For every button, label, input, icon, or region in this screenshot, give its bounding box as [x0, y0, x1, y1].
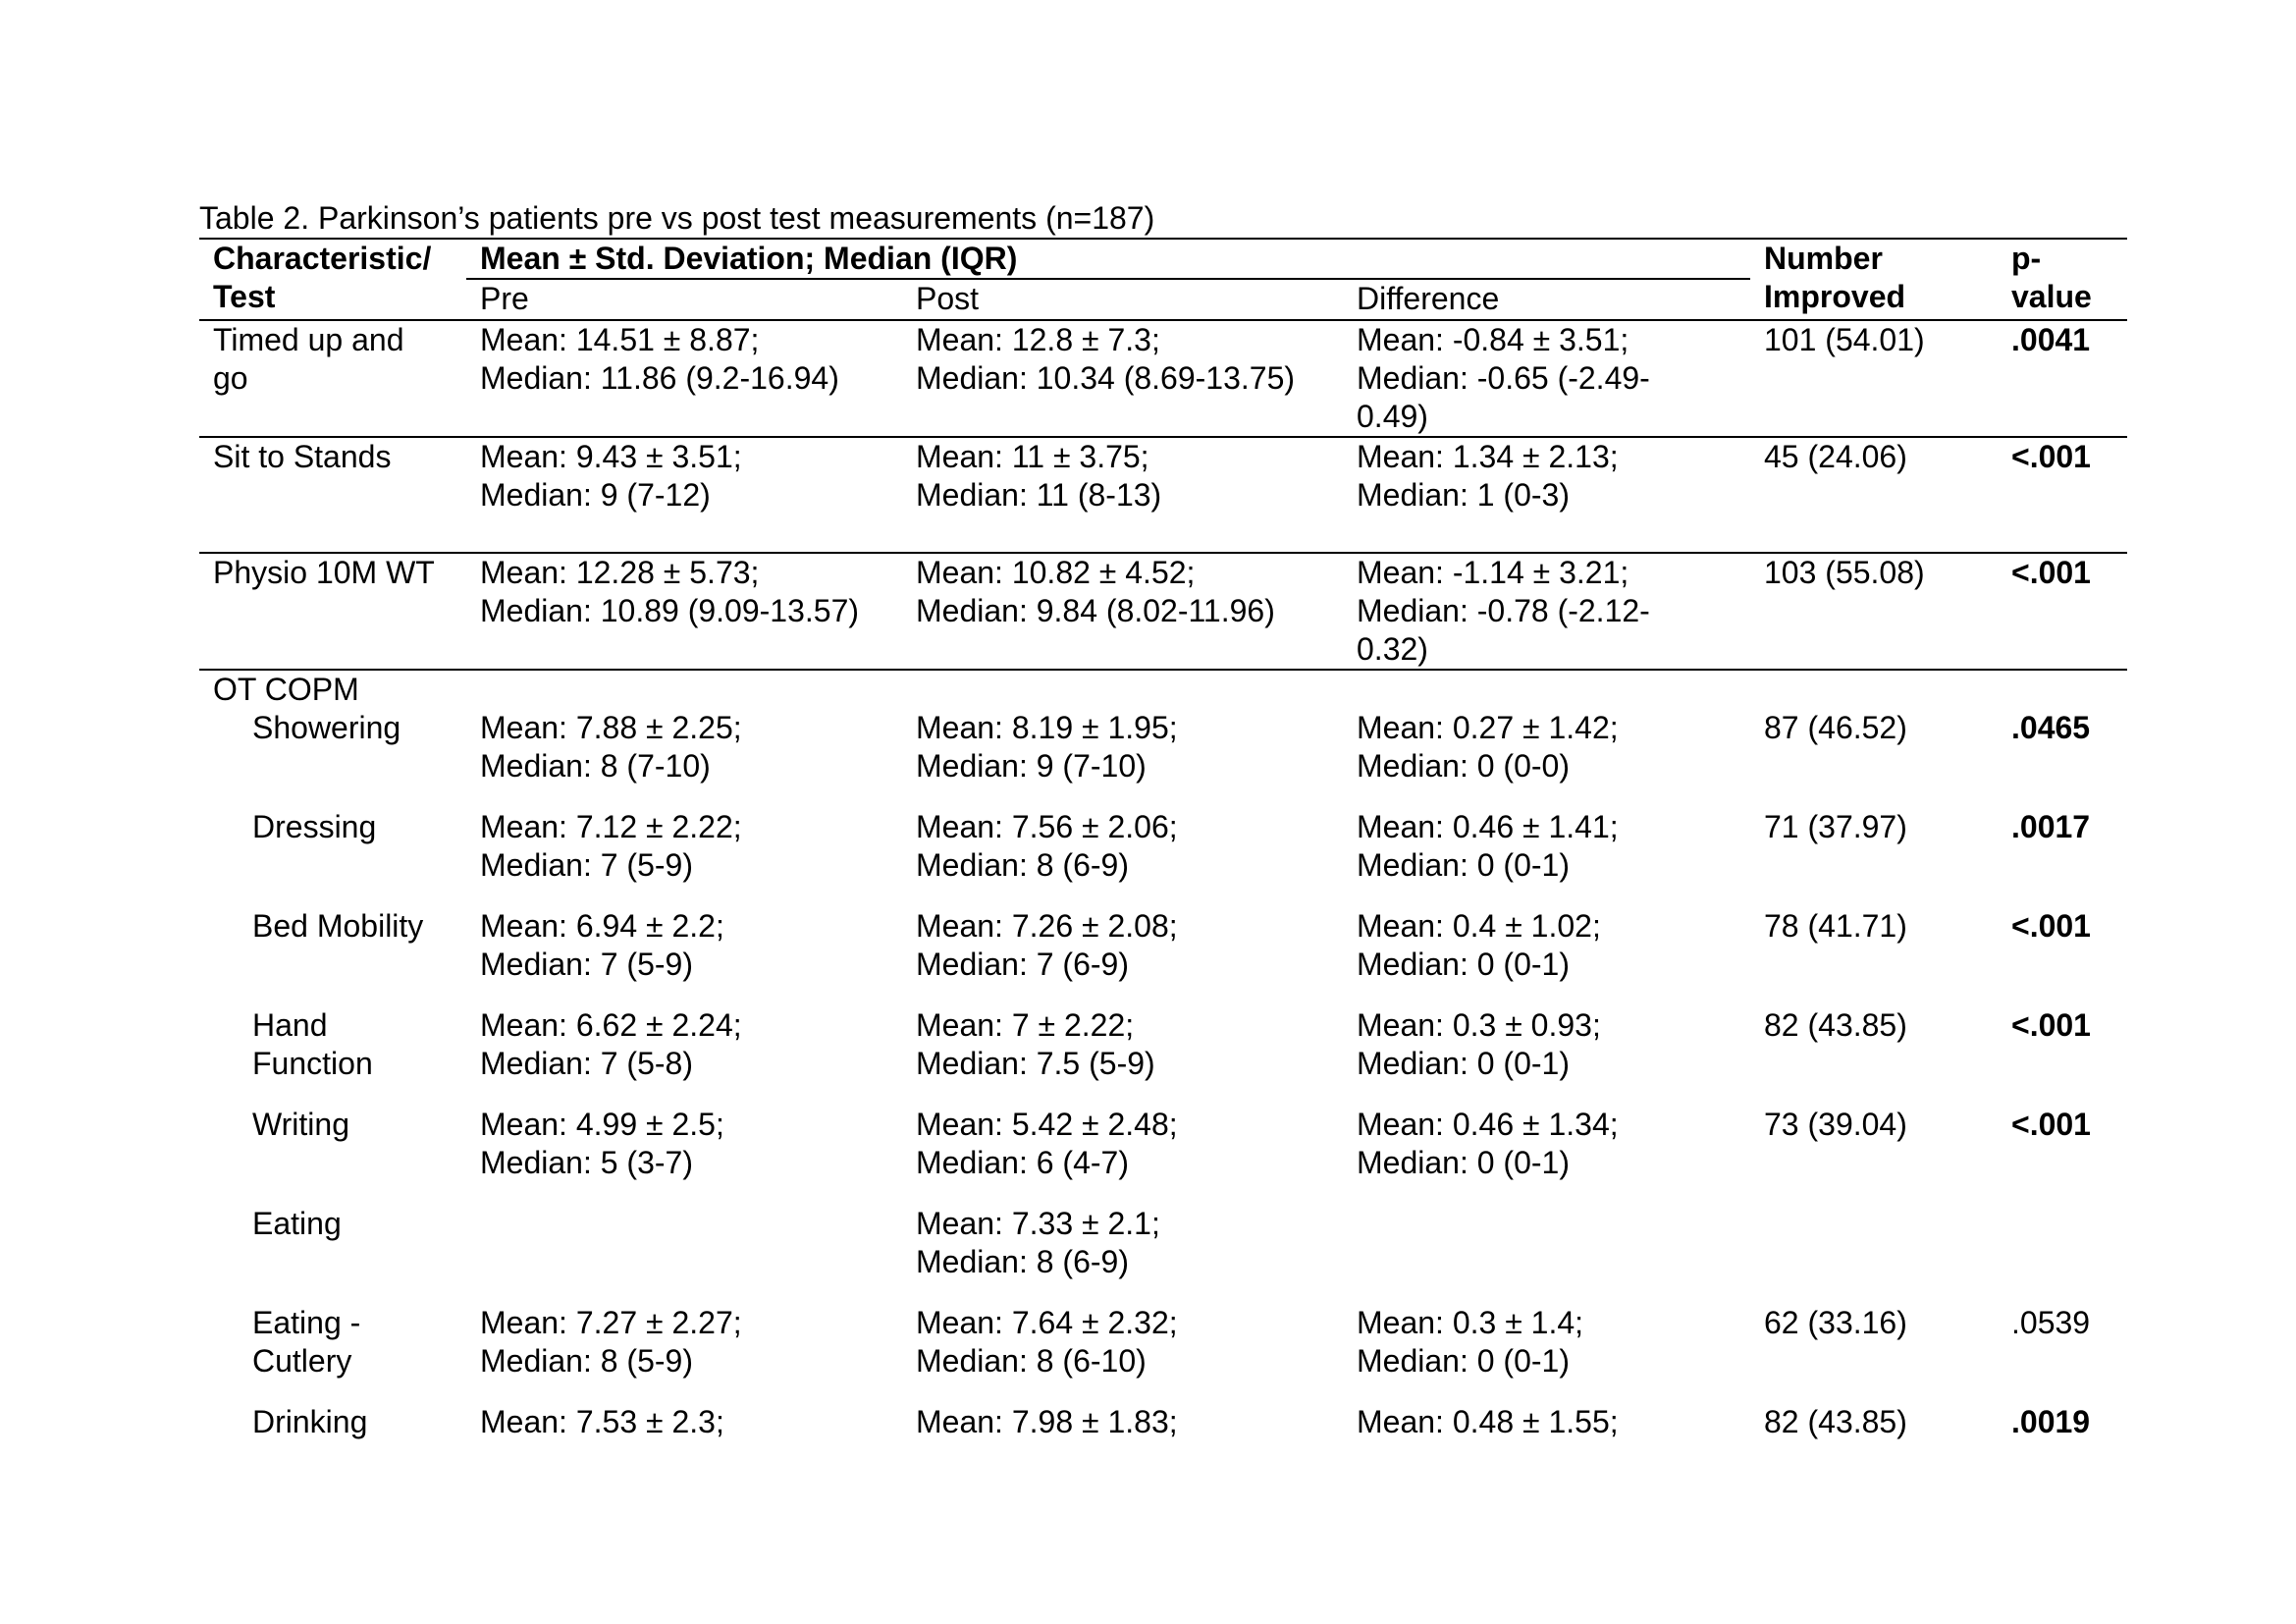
row-label: Eating - Cutlery: [252, 1305, 361, 1379]
table-row: [199, 1006, 2127, 1106]
post-cell: Mean: 7 ± 2.22; Median: 7.5 (5-9): [916, 1007, 1155, 1081]
difference-cell: Mean: 0.46 ± 1.41; Median: 0 (0-1): [1357, 809, 1619, 883]
improved-cell: 71 (37.97): [1764, 809, 1907, 844]
difference-cell: Mean: 0.4 ± 1.02; Median: 0 (0-1): [1357, 908, 1601, 982]
p-value-cell: [1998, 1205, 2127, 1304]
results-table: [199, 238, 2127, 1441]
row-label: Eating: [252, 1206, 342, 1241]
header-pre: Pre: [480, 281, 529, 316]
table-caption: Table 2. Parkinson’s patients pre vs post test measurements (n=187): [199, 200, 1155, 236]
improved-cell: [1750, 1205, 1998, 1304]
post-cell: Mean: 7.64 ± 2.32; Median: 8 (6-10): [916, 1305, 1178, 1379]
pre-cell: Mean: 7.88 ± 2.25; Median: 8 (7-10): [480, 710, 742, 784]
improved-cell: 87 (46.52): [1764, 710, 1907, 745]
improved-cell: 82 (43.85): [1764, 1404, 1907, 1439]
post-cell: Mean: 12.8 ± 7.3; Median: 10.34 (8.69-13.75): [902, 320, 1343, 437]
post-cell: Mean: 7.98 ± 1.83;: [916, 1404, 1178, 1439]
row-label: Timed up and go: [199, 320, 466, 437]
pre-cell: Mean: 12.28 ± 5.73; Median: 10.89 (9.09-13.57): [466, 553, 902, 670]
post-cell: Mean: 7.33 ± 2.1; Median: 8 (6-9): [916, 1206, 1160, 1279]
table-row: [199, 1106, 2127, 1205]
post-cell: Mean: 11 ± 3.75; Median: 11 (8-13): [902, 437, 1343, 553]
p-value-cell: <.001: [2011, 1007, 2091, 1043]
row-label: Showering: [252, 710, 401, 745]
difference-cell: Mean: 0.27 ± 1.42; Median: 0 (0-0): [1357, 710, 1619, 784]
row-label: Sit to Stands: [199, 437, 466, 553]
improved-cell: 103 (55.08): [1750, 553, 1998, 670]
post-cell: Mean: 8.19 ± 1.95; Median: 9 (7-10): [916, 710, 1178, 784]
difference-cell: [1343, 1205, 1750, 1304]
difference-cell: Mean: 0.3 ± 1.4; Median: 0 (0-1): [1357, 1305, 1584, 1379]
header-difference: Difference: [1357, 281, 1500, 316]
pre-cell: Mean: 14.51 ± 8.87; Median: 11.86 (9.2-16.94): [466, 320, 902, 437]
post-cell: Mean: 10.82 ± 4.52; Median: 9.84 (8.02-11.96): [902, 553, 1343, 670]
pre-cell: Mean: 6.94 ± 2.2; Median: 7 (5-9): [480, 908, 724, 982]
p-value-cell: .0539: [2011, 1305, 2091, 1340]
header-post: Post: [916, 281, 980, 316]
row-label: Physio 10M WT: [199, 553, 466, 670]
p-value-cell: <.001: [1998, 553, 2127, 670]
header-characteristic: Characteristic/ Test: [199, 239, 466, 320]
difference-cell: Mean: 1.34 ± 2.13; Median: 1 (0-3): [1343, 437, 1750, 553]
pre-cell: Mean: 7.27 ± 2.27; Median: 8 (5-9): [480, 1305, 742, 1379]
table-row: [199, 437, 2127, 553]
difference-cell: Mean: -1.14 ± 3.21; Median: -0.78 (-2.12- 0.32): [1343, 553, 1750, 670]
row-label: Drinking: [252, 1404, 368, 1439]
table-row: [199, 907, 2127, 1006]
row-label: Bed Mobility: [252, 908, 424, 944]
row-label: Writing: [252, 1107, 349, 1142]
improved-cell: 45 (24.06): [1750, 437, 1998, 553]
table-row: [199, 553, 2127, 670]
p-value-cell: <.001: [2011, 1107, 2091, 1142]
table-row: [199, 1304, 2127, 1403]
header-number-improved: Number Improved: [1750, 239, 1998, 320]
improved-cell: 73 (39.04): [1764, 1107, 1907, 1142]
pre-cell: Mean: 7.53 ± 2.3;: [480, 1404, 724, 1439]
table-row: [199, 1403, 2127, 1441]
section-row: [199, 670, 2127, 709]
difference-cell: Mean: -0.84 ± 3.51; Median: -0.65 (-2.49- 0.49): [1343, 320, 1750, 437]
pre-cell: Mean: 7.12 ± 2.22; Median: 7 (5-9): [480, 809, 742, 883]
table-row: [199, 808, 2127, 907]
row-label: Dressing: [252, 809, 377, 844]
difference-cell: Mean: 0.3 ± 0.93; Median: 0 (0-1): [1357, 1007, 1601, 1081]
row-label: Hand Function: [252, 1007, 373, 1081]
improved-cell: 101 (54.01): [1750, 320, 1998, 437]
pre-cell: Mean: 9.43 ± 3.51; Median: 9 (7-12): [466, 437, 902, 553]
header-group-title: Mean ± Std. Deviation; Median (IQR): [466, 239, 1750, 279]
header-p-value: p- value: [1998, 239, 2127, 320]
improved-cell: 62 (33.16): [1764, 1305, 1907, 1340]
table-row: [199, 1205, 2127, 1304]
post-cell: Mean: 7.26 ± 2.08; Median: 7 (6-9): [916, 908, 1178, 982]
pre-cell: Mean: 6.62 ± 2.24; Median: 7 (5-8): [480, 1007, 742, 1081]
difference-cell: Mean: 0.46 ± 1.34; Median: 0 (0-1): [1357, 1107, 1619, 1180]
table-row: [199, 709, 2127, 808]
pre-cell: Mean: 4.99 ± 2.5; Median: 5 (3-7): [480, 1107, 724, 1180]
p-value-cell: <.001: [1998, 437, 2127, 553]
improved-cell: 78 (41.71): [1764, 908, 1907, 944]
p-value-cell: <.001: [2011, 908, 2091, 944]
p-value-cell: .0017: [2011, 809, 2091, 844]
p-value-cell: .0019: [2011, 1404, 2091, 1439]
table-row: [199, 320, 2127, 437]
p-value-cell: .0041: [1998, 320, 2127, 437]
post-cell: Mean: 7.56 ± 2.06; Median: 8 (6-9): [916, 809, 1178, 883]
table-header: [199, 239, 2127, 320]
post-cell: Mean: 5.42 ± 2.48; Median: 6 (4-7): [916, 1107, 1178, 1180]
pre-cell: [466, 1205, 902, 1304]
section-label-ot-copm: OT COPM: [213, 672, 359, 707]
difference-cell: Mean: 0.48 ± 1.55;: [1357, 1404, 1619, 1439]
improved-cell: 82 (43.85): [1764, 1007, 1907, 1043]
p-value-cell: .0465: [2011, 710, 2091, 745]
document-page: [199, 199, 2127, 1441]
